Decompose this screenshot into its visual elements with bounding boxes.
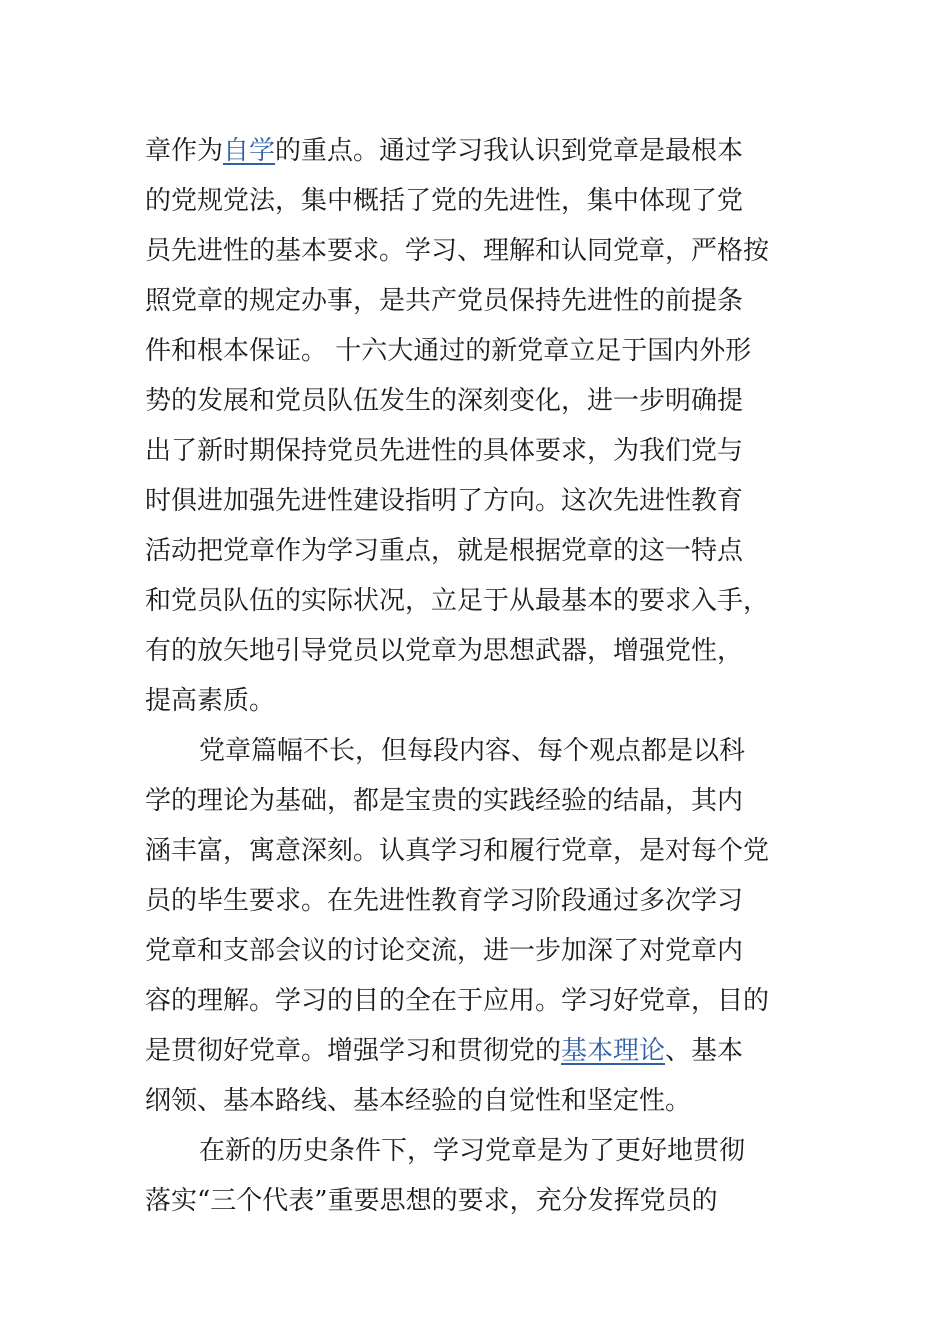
text-run: 活动把党章作为学习重点，就是根据党章的这一特点 [145, 536, 744, 566]
text-run: 、基本 [665, 1036, 744, 1066]
text-run: 党章篇幅不长，但每段内容、每个观点都是以科 [199, 736, 746, 766]
text-line [145, 1026, 785, 1076]
text-run: 的重点。通过学习我认识到党章是最根本 [275, 136, 744, 166]
text-run: 容的理解。学习的目的全在于应用。学习好党章，目的 [145, 986, 770, 1016]
text-line [145, 776, 785, 826]
text-run: 和党员队伍的实际状况，立足于从最基本的要求入手， [145, 586, 770, 616]
text-line [145, 226, 785, 276]
text-run: 提高素质。 [145, 686, 276, 716]
text-line [145, 376, 785, 426]
text-run: 在新的历史条件下，学习党章是为了更好地贯彻 [199, 1136, 746, 1166]
text-run: 员先进性的基本要求。学习、理解和认同党章，严格按 [145, 236, 770, 266]
text-run: 势的发展和党员队伍发生的深刻变化，进一步明确提 [145, 386, 744, 416]
text-line [145, 676, 785, 726]
text-run: 是贯彻好党章。增强学习和贯彻党的 [145, 1036, 562, 1066]
text-line [145, 726, 785, 776]
text-run: 件和根本保证。 十六大通过的新党章立足于国内外形 [145, 336, 752, 366]
paragraph [145, 126, 785, 726]
text-line [145, 526, 785, 576]
text-line [145, 576, 785, 626]
text-line [145, 826, 785, 876]
text-run: 学的理论为基础，都是宝贵的实践经验的结晶，其内 [145, 786, 744, 816]
text-line [145, 276, 785, 326]
text-link[interactable]: 基本理论 [561, 1036, 666, 1066]
text-line [145, 1176, 785, 1226]
text-line [145, 326, 785, 376]
paragraph [145, 1126, 785, 1226]
text-line [145, 626, 785, 676]
text-line [145, 426, 785, 476]
text-run: 员的毕生要求。在先进性教育学习阶段通过多次学习 [145, 886, 744, 916]
text-line [145, 126, 785, 176]
text-line [145, 476, 785, 526]
text-line [145, 176, 785, 226]
text-run: 有的放矢地引导党员以党章为思想武器，增强党性， [145, 636, 744, 666]
text-run: 照党章的规定办事，是共产党员保持先进性的前提条 [145, 286, 744, 316]
text-run: 纲领、基本路线、基本经验的自觉性和坚定性。 [145, 1086, 692, 1116]
text-run: 党章和支部会议的讨论交流，进一步加深了对党章内 [145, 936, 744, 966]
text-run: 的党规党法，集中概括了党的先进性，集中体现了党 [145, 186, 744, 216]
text-run: 时俱进加强先进性建设指明了方向。这次先进性教育 [145, 486, 744, 516]
text-line [145, 876, 785, 926]
text-run: 出了新时期保持党员先进性的具体要求，为我们党与 [145, 436, 744, 466]
document-body [145, 126, 785, 1226]
text-link[interactable]: 自学 [223, 136, 276, 166]
text-line [145, 1076, 785, 1126]
paragraph [145, 726, 785, 1126]
text-run: 章作为 [145, 136, 224, 166]
text-run: 落实“三个代表”重要思想的要求，充分发挥党员的 [145, 1186, 718, 1216]
text-line [145, 926, 785, 976]
text-run: 涵丰富，寓意深刻。认真学习和履行党章，是对每个党 [145, 836, 770, 866]
text-line [145, 976, 785, 1026]
text-line [145, 1126, 785, 1176]
